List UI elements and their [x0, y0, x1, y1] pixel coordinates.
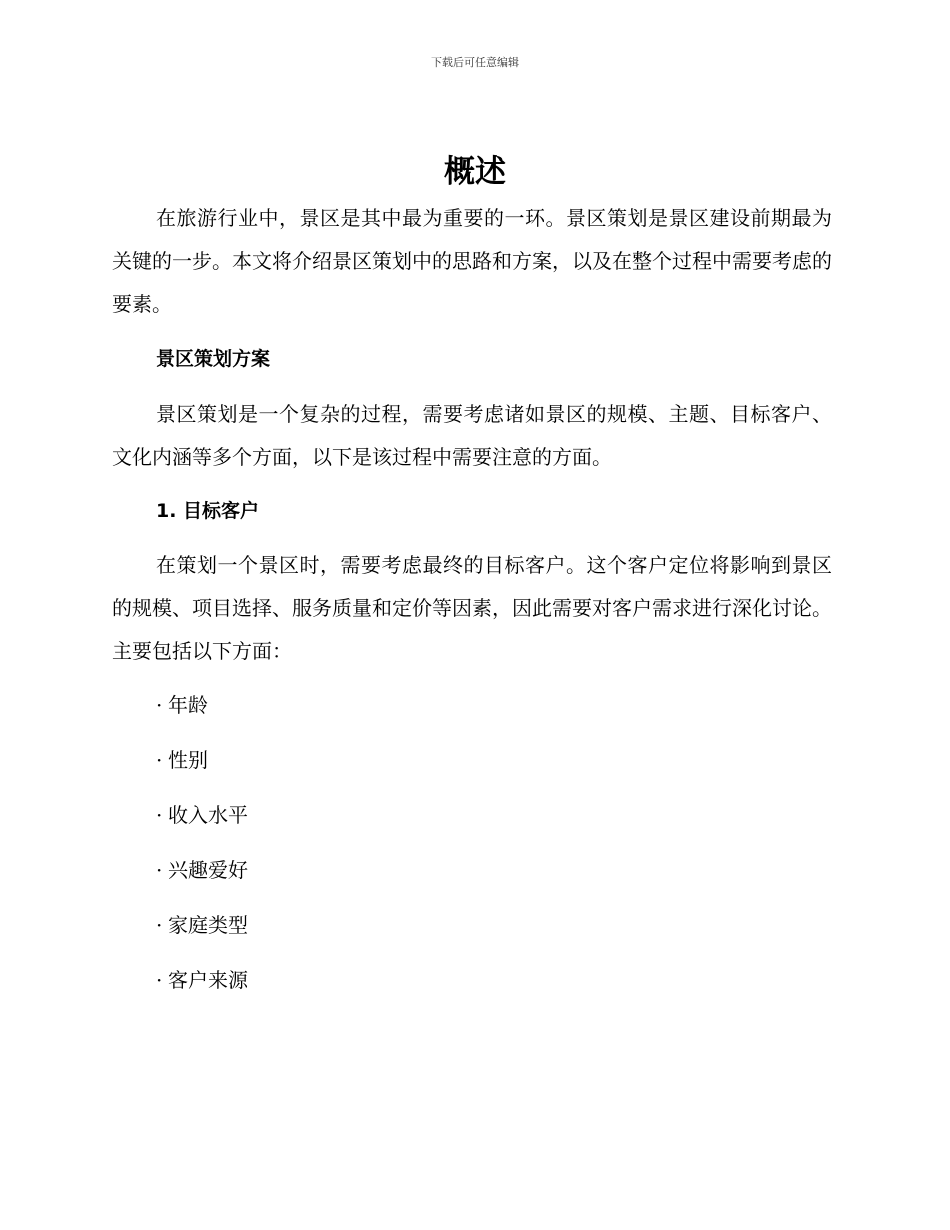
list-item-label: 兴趣爱好: [168, 858, 248, 882]
bullet-icon: ·: [156, 913, 163, 937]
list-item: [156, 690, 248, 745]
intro-paragraph: 在旅游行业中，景区是其中最为重要的一环。景区策划是景区建设前期最为关键的一步。本文将介绍景区策划中的思路和方案，以及在整个过程中需要考虑的要素。: [112, 206, 832, 316]
bullet-icon: ·: [156, 858, 163, 882]
section-paragraph-plan: 景区策划是一个复杂的过程，需要考虑诸如景区的规模、主题、目标客户、文化内涵等多个方面，以下是该过程中需要注意的方面。: [112, 402, 832, 469]
list-item: [156, 855, 248, 910]
bullet-icon: ·: [156, 968, 163, 992]
list-item-label: 年龄: [168, 693, 208, 717]
list-item-label: 家庭类型: [168, 913, 248, 937]
list-item: [156, 800, 248, 855]
list-item-label: 客户来源: [168, 968, 248, 992]
list-item-label: 收入水平: [168, 803, 248, 827]
bullet-icon: ·: [156, 803, 163, 827]
list-item: [156, 965, 248, 1020]
bullet-icon: ·: [156, 693, 163, 717]
header-note: 下载后可任意编辑: [431, 56, 519, 69]
list-item-label: 性别: [168, 748, 208, 772]
document-title: 概述: [444, 154, 506, 190]
bullet-icon: ·: [156, 748, 163, 772]
list-item: [156, 745, 248, 800]
list-item: [156, 910, 248, 965]
subsection-heading-target-customers: 1. 目标客户: [156, 500, 260, 522]
section-heading-plan: 景区策划方案: [156, 348, 271, 370]
subsection-paragraph-target-customers: 在策划一个景区时，需要考虑最终的目标客户。这个客户定位将影响到景区的规模、项目选择、服务质量和定价等因素，因此需要对客户需求进行深化讨论。主要包括以下方面：: [112, 553, 832, 663]
factor-list: [156, 690, 248, 1020]
